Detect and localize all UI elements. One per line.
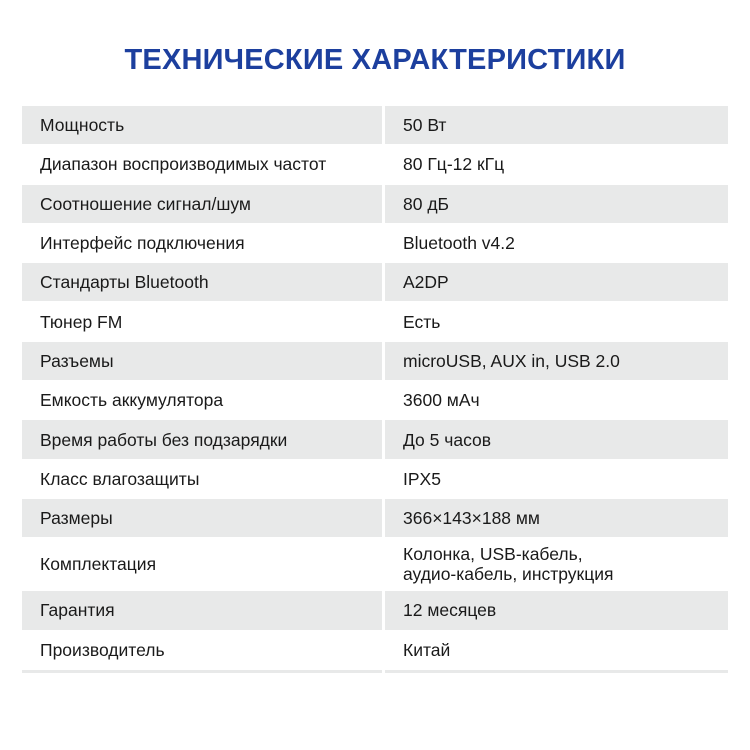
spec-row-bluetooth-standards	[22, 262, 728, 302]
spec-row-warranty	[22, 590, 728, 630]
spec-row-snr	[22, 184, 728, 224]
spec-key: Мощность	[22, 106, 382, 144]
spec-value: Bluetooth v4.2	[403, 233, 515, 254]
divider-key-segment	[22, 670, 382, 673]
spec-key: Размеры	[22, 499, 382, 537]
spec-key: Класс влагозащиты	[40, 468, 200, 489]
spec-value: Есть	[403, 311, 441, 332]
spec-value: 12 месяцев	[385, 591, 728, 629]
table-bottom-divider	[22, 670, 728, 673]
spec-value: 80 дБ	[385, 185, 728, 223]
page-title: ТЕХНИЧЕСКИЕ ХАРАКТЕРИСТИКИ	[124, 44, 626, 76]
spec-row-battery-life	[22, 419, 728, 459]
spec-value: 50 Вт	[385, 106, 728, 144]
spec-value: 366×143×188 мм	[385, 499, 728, 537]
spec-row-water-resistance	[22, 460, 728, 498]
spec-value: 80 Гц-12 кГц	[403, 154, 505, 175]
spec-value: microUSB, AUX in, USB 2.0	[385, 342, 728, 380]
spec-key: Стандарты Bluetooth	[22, 263, 382, 301]
spec-value: 3600 мАч	[403, 390, 480, 411]
spec-row-dimensions	[22, 498, 728, 538]
spec-key: Разъемы	[22, 342, 382, 380]
spec-row-frequency-range	[22, 145, 728, 183]
spec-key: Гарантия	[22, 591, 382, 629]
spec-value-line-2: аудио-кабель, инструкция	[403, 564, 614, 585]
spec-value: Китай	[403, 639, 451, 660]
spec-key: Диапазон воспроизводимых частот	[40, 154, 327, 175]
spec-row-battery-capacity	[22, 381, 728, 419]
spec-key: Производитель	[40, 639, 165, 660]
spec-value: До 5 часов	[385, 420, 728, 458]
spec-row-package-contents	[22, 538, 728, 590]
spec-key: Интерфейс подключения	[40, 233, 245, 254]
spec-key: Время работы без подзарядки	[22, 420, 382, 458]
divider-value-segment	[385, 670, 728, 673]
spec-key: Тюнер FM	[40, 311, 123, 332]
spec-value-line-1: Колонка, USB-кабель,	[403, 544, 583, 565]
spec-row-connectors	[22, 341, 728, 381]
spec-key: Емкость аккумулятора	[40, 390, 224, 411]
spec-value: IPX5	[403, 468, 441, 489]
specs-table	[22, 105, 728, 673]
spec-row-manufacturer	[22, 631, 728, 669]
spec-key: Комплектация	[40, 554, 157, 575]
spec-key: Соотношение сигнал/шум	[22, 185, 382, 223]
spec-row-interface	[22, 224, 728, 262]
spec-value: A2DP	[385, 263, 728, 301]
spec-row-power	[22, 105, 728, 145]
spec-row-fm-tuner	[22, 302, 728, 340]
spec-value	[385, 538, 728, 590]
